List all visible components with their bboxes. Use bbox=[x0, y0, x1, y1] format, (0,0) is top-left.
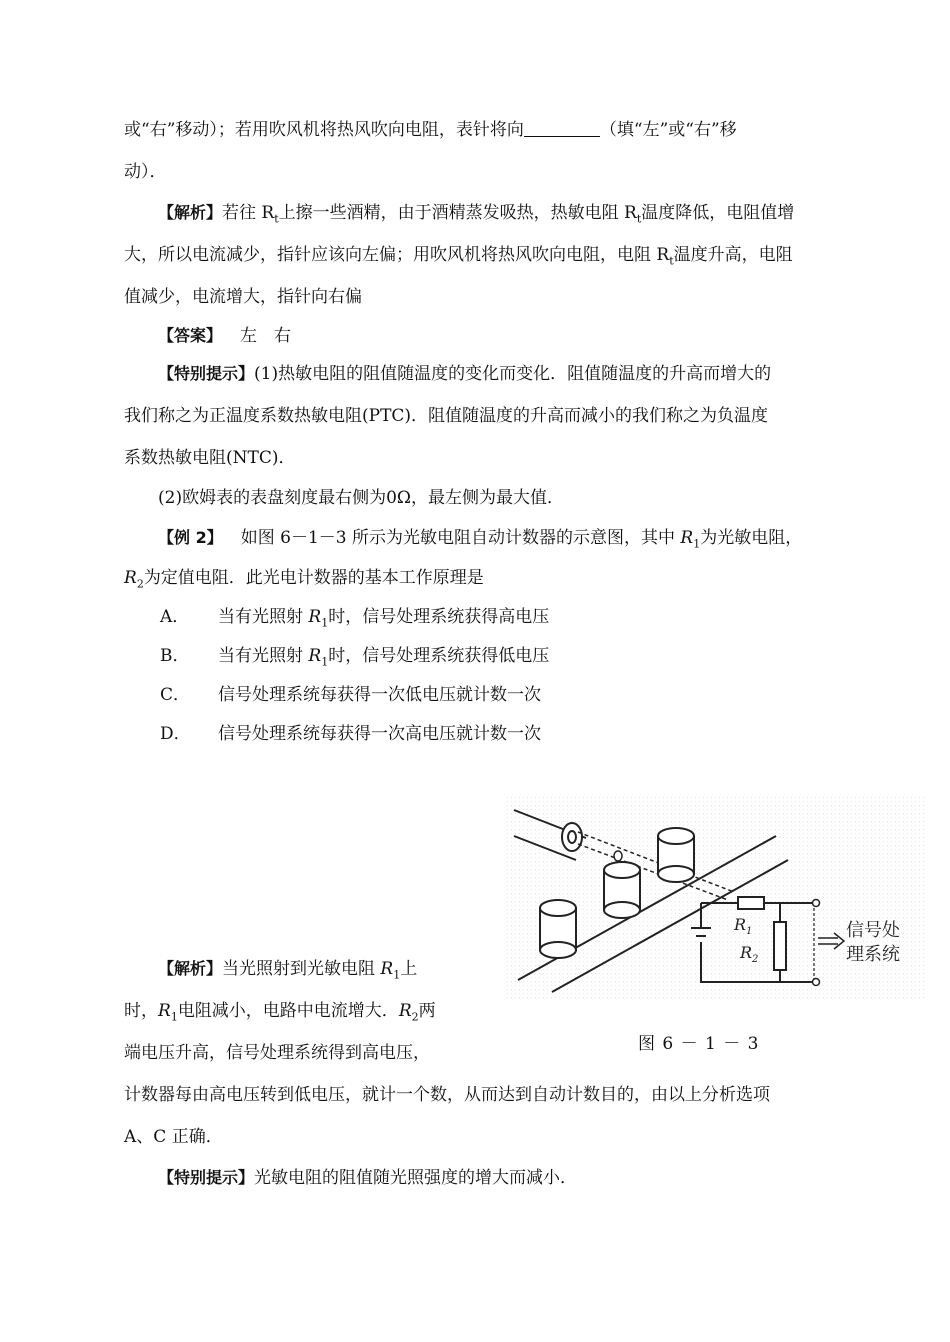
text-segment: 温度升高，电阻 bbox=[673, 245, 793, 265]
analysis-tag: 【解析】 bbox=[158, 959, 223, 978]
r2-label: $R_2$ bbox=[740, 943, 759, 965]
text-segment: 动）． bbox=[124, 162, 167, 182]
subscript: t bbox=[636, 212, 642, 226]
beam-marker bbox=[614, 851, 622, 861]
subscript: 1 bbox=[693, 537, 701, 551]
subscript: 1 bbox=[321, 616, 329, 630]
text-segment: 时，信号处理系统获得高电压 bbox=[328, 607, 550, 627]
option-letter: D． bbox=[160, 724, 191, 744]
analysis-2-line-5 bbox=[124, 1125, 223, 1149]
subscript: t bbox=[274, 212, 279, 226]
text-segment: 上 bbox=[400, 959, 418, 979]
example-tag: 【例 2】 bbox=[158, 528, 223, 547]
analysis-1-line-3 bbox=[124, 285, 362, 309]
terminal-top bbox=[813, 900, 820, 907]
text-line-1 bbox=[124, 118, 737, 142]
text-segment: （填“左”或“右”移 bbox=[599, 120, 737, 140]
text-segment: 系数热敏电阻(NTC)． bbox=[124, 448, 296, 468]
text-segment: 温度降低，电阻值增 bbox=[641, 203, 795, 223]
option-text: 信号处理系统每获得一次高电压就计数一次 bbox=[218, 724, 541, 744]
analysis-2-line-2 bbox=[124, 999, 436, 1029]
text-segment: 当光照射到光敏电阻 bbox=[222, 959, 381, 979]
subscript: 2 bbox=[411, 1010, 419, 1024]
text-segment: 时，信号处理系统获得低电压 bbox=[328, 646, 550, 666]
analysis-1-line-2 bbox=[124, 243, 793, 273]
option-letter: A． bbox=[160, 607, 190, 627]
tip-tag: 【特别提示】 bbox=[158, 364, 255, 383]
answer-blank bbox=[524, 118, 600, 137]
text-segment: (2)欧姆表的表盘刻度最右侧为0Ω，最左侧为最大值． bbox=[158, 488, 564, 508]
analysis-2-line-4 bbox=[124, 1083, 770, 1107]
subscript: 1 bbox=[393, 968, 401, 982]
text-segment: 光敏电阻的阻值随光照强度的增大而减小． bbox=[254, 1168, 578, 1188]
text-segment: 或“右”移动）；若用吹风机将热风吹向电阻，表针将向 bbox=[124, 120, 524, 140]
answer-tag: 【答案】 bbox=[158, 326, 223, 345]
option-text bbox=[218, 605, 549, 635]
subscript: 1 bbox=[321, 655, 329, 669]
tip-2-line bbox=[158, 1166, 577, 1190]
text-segment: 时， bbox=[124, 1001, 158, 1021]
resistor-r1 bbox=[738, 897, 764, 909]
text-segment: 两 bbox=[418, 1001, 436, 1021]
example-2-line-1 bbox=[158, 526, 802, 556]
r1-label: $R_1$ bbox=[734, 915, 753, 937]
option-letter: B． bbox=[160, 646, 190, 666]
terminal-bottom bbox=[813, 979, 820, 986]
text-segment: 值减少，电流增大，指针向右偏 bbox=[124, 287, 362, 307]
text-segment: 为光敏电阻， bbox=[700, 528, 803, 548]
subscript: 1 bbox=[170, 1010, 178, 1024]
symbol: R bbox=[680, 528, 694, 548]
symbol: R bbox=[158, 1001, 171, 1021]
answer-text: 左 右 bbox=[240, 326, 292, 346]
option-text: 信号处理系统每获得一次低电压就计数一次 bbox=[218, 685, 541, 705]
symbol: R bbox=[308, 646, 322, 666]
signal-label-line-2: 理系统 bbox=[846, 944, 900, 965]
tip-1-line-4 bbox=[158, 486, 564, 510]
option-letter: C． bbox=[160, 685, 191, 705]
text-segment: 当有光照射 bbox=[218, 607, 309, 627]
tip-tag: 【特别提示】 bbox=[158, 1168, 255, 1187]
symbol: R bbox=[398, 1001, 412, 1021]
text-segment: 如图 6－1－3 所示为光敏电阻自动计数器的示意图，其中 bbox=[240, 528, 681, 548]
tip-1-line-3 bbox=[124, 446, 296, 470]
signal-label-line-1: 信号处 bbox=[846, 920, 900, 941]
text-segment: 我们称之为正温度系数热敏电阻(PTC)．阻值随温度的升高而减小的我们称之为负温度 bbox=[124, 406, 769, 426]
option-text bbox=[218, 644, 549, 674]
counter-diagram-figure bbox=[506, 796, 926, 1000]
figure-caption: 图 6 － 1 － 3 bbox=[638, 1034, 760, 1054]
text-segment: 端电压升高，信号处理系统得到高电压， bbox=[124, 1043, 430, 1063]
subscript: t bbox=[669, 254, 674, 268]
symbol: R bbox=[308, 607, 322, 627]
light-source bbox=[562, 823, 582, 851]
text-segment: (1)热敏电阻的阻值随温度的变化而变化．阻值随温度的升高而增大的 bbox=[254, 364, 772, 384]
subscript: 2 bbox=[136, 577, 144, 591]
analysis-2-line-3 bbox=[124, 1041, 430, 1065]
resistor-r2 bbox=[774, 922, 786, 970]
can-far bbox=[658, 828, 694, 882]
text-segment: A、C 正确． bbox=[124, 1127, 223, 1147]
symbol: R bbox=[380, 959, 394, 979]
text-segment: 若往 R bbox=[222, 203, 275, 223]
analysis-1-line-1 bbox=[158, 201, 794, 231]
text-line-2 bbox=[124, 160, 167, 184]
can-middle bbox=[604, 862, 640, 918]
text-segment: 大，所以电流减少，指针应该向左偏；用吹风机将热风吹向电阻，电阻 R bbox=[124, 245, 670, 265]
can-near bbox=[540, 900, 576, 958]
answer-line bbox=[158, 324, 291, 348]
analysis-2-line-1 bbox=[158, 957, 417, 987]
text-segment: 为定值电阻．此光电计数器的基本工作原理是 bbox=[143, 568, 484, 588]
tip-1-line-1 bbox=[158, 362, 771, 386]
tip-1-line-2 bbox=[124, 404, 768, 428]
text-segment: 计数器每由高电压转到低电压，就计一个数，从而达到自动计数目的，由以上分析选项 bbox=[124, 1085, 770, 1105]
text-segment: 当有光照射 bbox=[218, 646, 309, 666]
analysis-tag: 【解析】 bbox=[158, 203, 223, 222]
symbol: R bbox=[124, 568, 137, 588]
text-segment: 电阻减小，电路中电流增大． bbox=[177, 1001, 399, 1021]
text-segment: 上擦一些酒精，由于酒精蒸发吸热，热敏电阻 R bbox=[278, 203, 637, 223]
example-2-line-2 bbox=[124, 566, 484, 596]
